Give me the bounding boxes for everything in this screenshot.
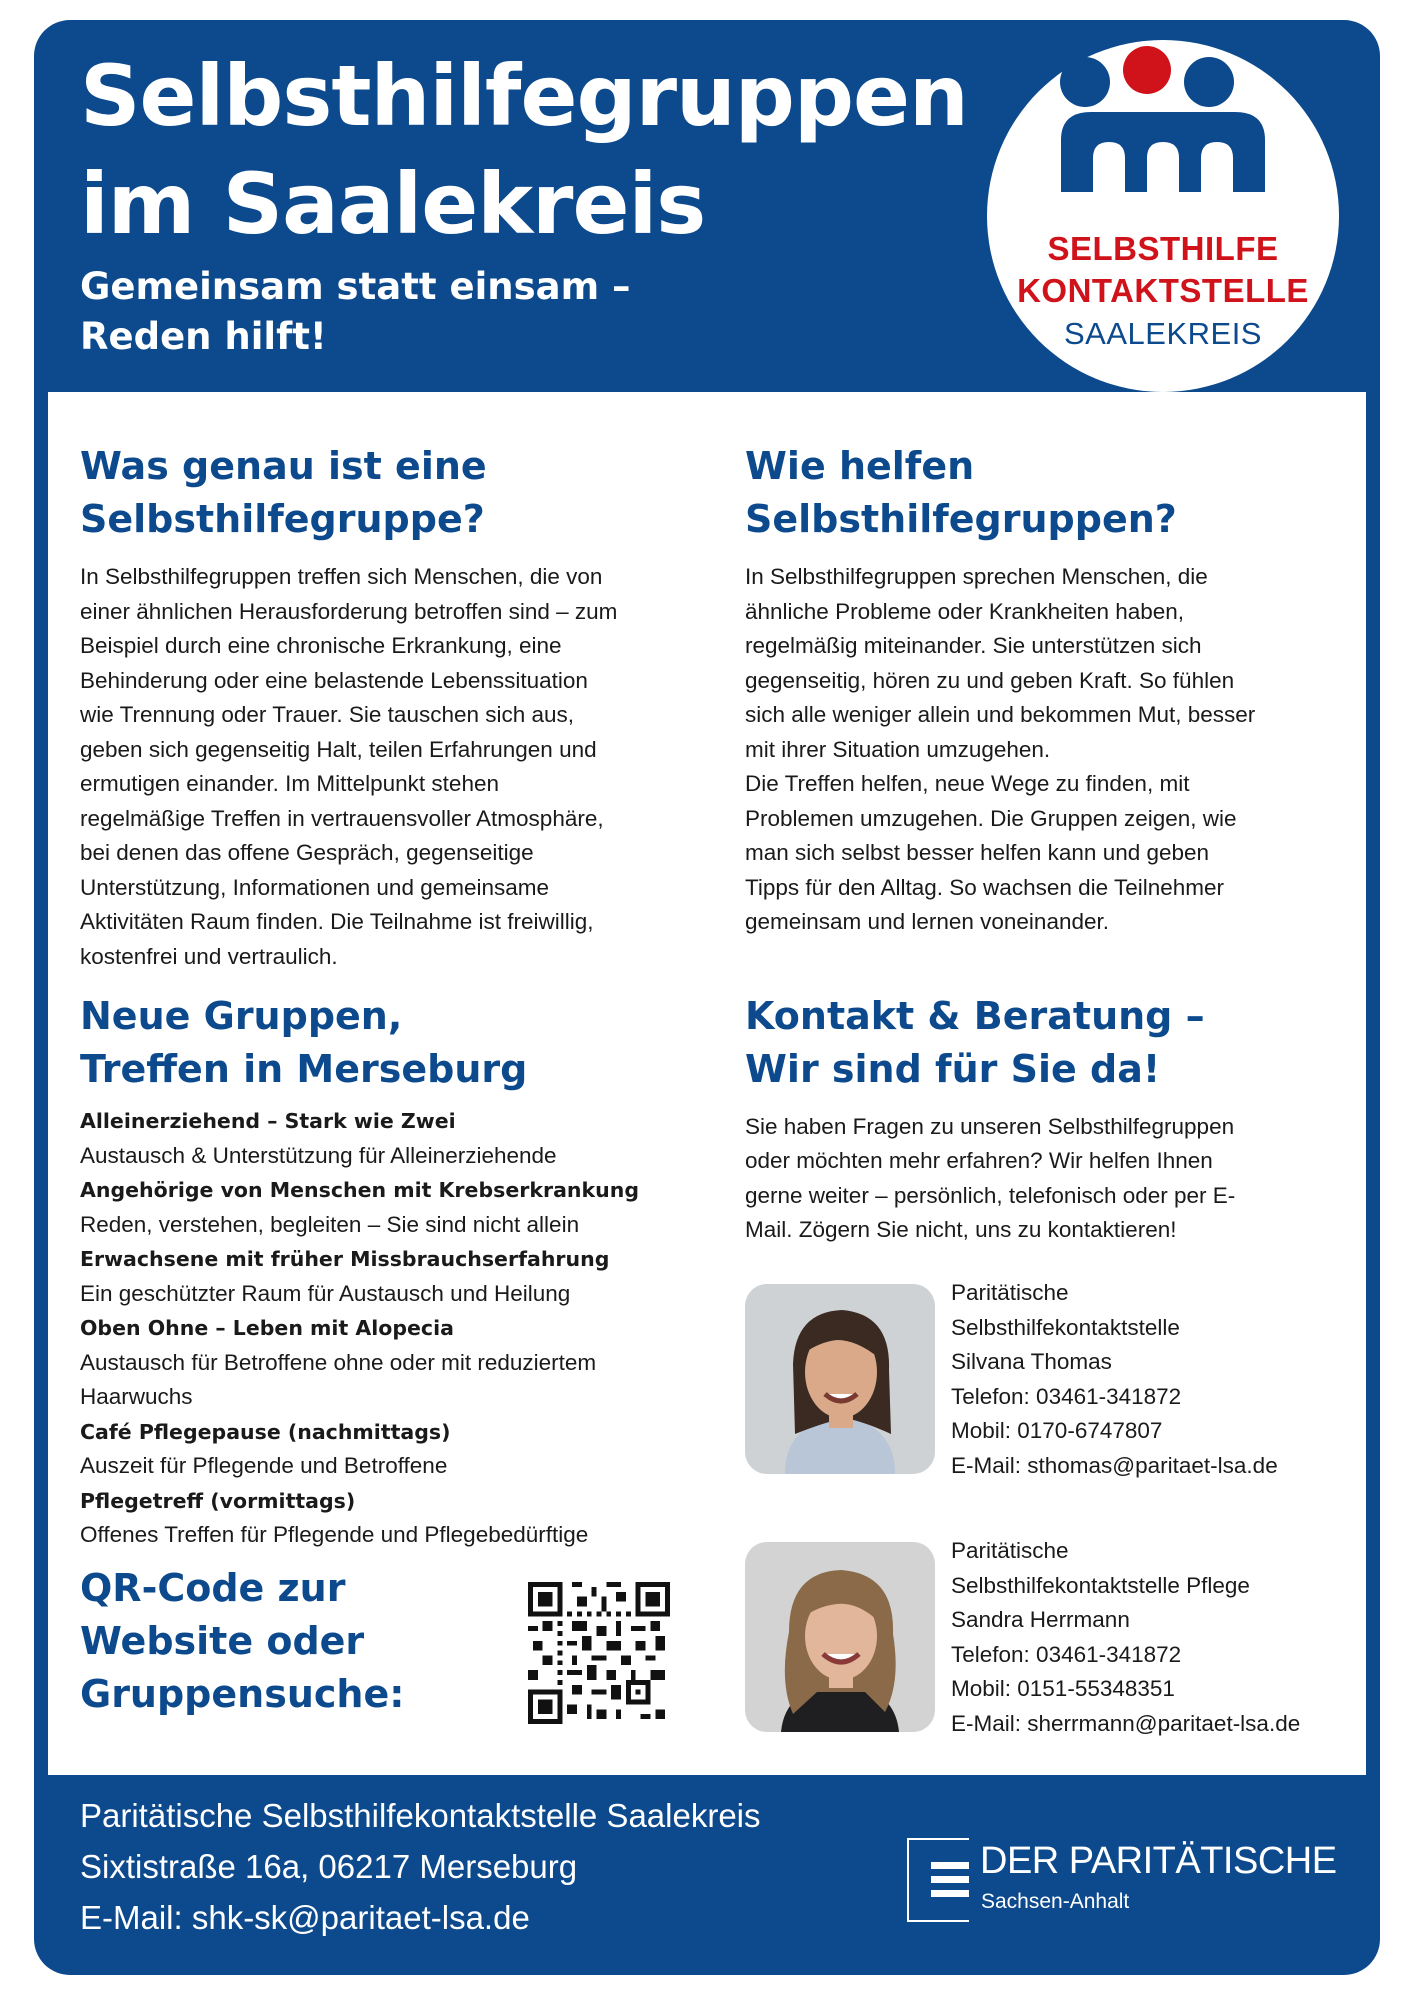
text-line: Beispiel durch eine chronische Erkrankung, eine <box>80 633 562 658</box>
heading-line: Was genau ist eine <box>80 444 487 488</box>
selbsthilfe-logo <box>987 40 1339 392</box>
list-item <box>80 1415 720 1484</box>
group-name: Café Pflegepause (nachmittags) <box>80 1419 451 1444</box>
text-line: Mail. Zögern Sie nicht, uns zu kontaktieren! <box>745 1217 1177 1242</box>
contact-org: Paritätische <box>951 1538 1069 1563</box>
group-desc: Austausch für Betroffene ohne oder mit reduziertem <box>80 1349 597 1375</box>
heading-line: QR-Code zur <box>80 1566 346 1610</box>
section-how-heading <box>745 440 1345 546</box>
list-item <box>80 1242 720 1311</box>
subtitle-line-2: Reden hilft! <box>80 315 327 358</box>
group-name: Angehörige von Menschen mit Krebserkrankung <box>80 1178 640 1202</box>
heading-line: Gruppensuche: <box>80 1672 405 1716</box>
heading-line: Wir sind für Sie da! <box>745 1046 1161 1091</box>
contact-mobile[interactable]: Mobil: 0170-6747807 <box>951 1418 1163 1443</box>
footer-email[interactable]: E-Mail: shk-sk@paritaet-lsa.de <box>80 1899 530 1936</box>
text-line: geben sich gegenseitig Halt, teilen Erfahrungen und <box>80 736 597 762</box>
text-line: sich alle weniger allein und bekommen Mut, besser <box>745 702 1256 727</box>
brand-region: Sachsen-Anhalt <box>981 1890 1130 1913</box>
heading-line: Treffen in Merseburg <box>80 1047 528 1091</box>
text-line: Unterstützung, Informationen und gemeinsame <box>80 874 550 900</box>
text-line: Problemen umzugehen. Die Gruppen zeigen, wie <box>745 805 1237 831</box>
text-line: Sie haben Fragen zu unseren Selbsthilfegruppen <box>745 1113 1235 1139</box>
group-desc: Reden, verstehen, begleiten – Sie sind nicht allein <box>80 1211 580 1237</box>
heading-line: Selbsthilfegruppe? <box>80 497 485 541</box>
heading-line: Website oder <box>80 1619 365 1663</box>
portrait-photo-icon <box>745 1542 935 1732</box>
contact-name: Sandra Herrmann <box>951 1607 1130 1632</box>
text-line: oder möchten mehr erfahren? Wir helfen Ihnen <box>745 1148 1213 1173</box>
contact-card-herrmann <box>745 1538 1365 1742</box>
footer-line: Sixtistraße 16a, 06217 Merseburg <box>80 1848 578 1885</box>
text-line: bei denen das offene Gespräch, gegenseitige <box>80 840 534 865</box>
group-desc: Haarwuchs <box>80 1384 193 1409</box>
poster-title <box>80 42 968 258</box>
section-how-text <box>745 560 1345 940</box>
group-desc: Ein geschützter Raum für Austausch und Heilung <box>80 1280 571 1306</box>
list-item <box>80 1104 720 1173</box>
section-groups-heading <box>80 990 720 1096</box>
group-name: Pflegetreff (vormittags) <box>80 1488 356 1513</box>
heading-line: Neue Gruppen, <box>80 994 403 1038</box>
contact-details <box>951 1534 1300 1741</box>
contact-details <box>951 1276 1278 1483</box>
text-line: kostenfrei und vertraulich. <box>80 943 338 969</box>
text-line: regelmäßige Treffen in vertrauensvoller Atmosphäre, <box>80 805 604 831</box>
text-line: Aktivitäten Raum finden. Die Teilnahme ist freiwillig, <box>80 909 594 934</box>
text-line: In Selbsthilfegruppen treffen sich Menschen, die von <box>80 564 603 589</box>
group-name: Alleinerziehend – Stark wie Zwei <box>80 1109 456 1133</box>
footer-line: Paritätische Selbsthilfekontaktstelle Saalekreis <box>80 1797 761 1834</box>
text-line: gegenseitig, hören zu und geben Kraft. So fühlen <box>745 667 1235 693</box>
text-line: mit ihrer Situation umzugehen. <box>745 736 1051 762</box>
text-line: Behinderung oder eine belastende Lebenssituation <box>80 667 588 693</box>
text-line: Die Treffen helfen, neue Wege zu finden, mit <box>745 771 1190 796</box>
group-list <box>80 1104 720 1553</box>
contact-email[interactable]: E-Mail: sherrmann@paritaet-lsa.de <box>951 1710 1301 1736</box>
footer-address <box>80 1790 761 1943</box>
contact-org: Paritätische <box>951 1280 1069 1305</box>
text-line: man sich selbst besser helfen kann und geben <box>745 840 1210 865</box>
title-line-1: Selbsthilfegruppen <box>80 47 968 145</box>
title-line-2: im Saalekreis <box>80 155 706 253</box>
group-name: Oben Ohne – Leben mit Alopecia <box>80 1316 454 1340</box>
logo-line-3: SAALEKREIS <box>1064 316 1262 351</box>
portrait-photo-icon <box>745 1284 935 1474</box>
text-line: Tipps für den Alltag. So wachsen die Teilnehmer <box>745 874 1225 900</box>
text-line: regelmäßig miteinander. Sie unterstützen sich <box>745 633 1202 658</box>
heading-line: Kontakt & Beratung – <box>745 993 1205 1038</box>
contact-name: Silvana Thomas <box>951 1349 1112 1374</box>
contact-mobile[interactable]: Mobil: 0151-55348351 <box>951 1676 1175 1701</box>
avatar <box>745 1284 935 1474</box>
qr-heading <box>80 1562 404 1721</box>
paritaet-mark-icon <box>905 1836 985 1926</box>
contact-card-thomas <box>745 1280 1365 1484</box>
logo-line-1: SELBSTHILFE <box>1047 230 1279 267</box>
subtitle-line-1: Gemeinsam statt einsam – <box>80 265 631 308</box>
contact-org: Selbsthilfekontaktstelle <box>951 1314 1180 1340</box>
heading-line: Wie helfen <box>745 444 975 488</box>
section-what-text <box>80 560 720 974</box>
qr-code-icon[interactable] <box>528 1582 670 1724</box>
section-what-heading <box>80 440 720 546</box>
contact-phone[interactable]: Telefon: 03461-341872 <box>951 1641 1182 1667</box>
text-line: ähnliche Probleme oder Krankheiten haben, <box>745 598 1185 624</box>
contact-phone[interactable]: Telefon: 03461-341872 <box>951 1383 1182 1409</box>
text-line: ermutigen einander. Im Mittelpunkt stehen <box>80 771 499 796</box>
group-desc: Auszeit für Pflegende und Betroffene <box>80 1453 448 1478</box>
group-desc: Austausch & Unterstützung für Alleinerziehende <box>80 1142 557 1168</box>
list-item <box>80 1173 720 1242</box>
section-contact-text <box>745 1110 1345 1248</box>
heading-line: Selbsthilfegruppen? <box>745 497 1177 541</box>
left-column <box>80 440 720 1553</box>
text-line: In Selbsthilfegruppen sprechen Menschen, die <box>745 564 1208 589</box>
brand-name: DER PARITÄTISCHE <box>980 1840 1337 1882</box>
group-name: Erwachsene mit früher Missbrauchserfahrung <box>80 1247 610 1271</box>
section-contact-heading <box>745 990 1345 1096</box>
avatar <box>745 1542 935 1732</box>
list-item <box>80 1484 720 1553</box>
content-panel <box>48 392 1366 1775</box>
text-line: wie Trennung oder Trauer. Sie tauschen sich aus, <box>80 702 575 727</box>
contact-org: Selbsthilfekontaktstelle Pflege <box>951 1572 1250 1598</box>
text-line: gemeinsam und lernen voneinander. <box>745 909 1109 934</box>
text-line: gerne weiter – persönlich, telefonisch oder per E- <box>745 1182 1236 1208</box>
contact-email[interactable]: E-Mail: sthomas@paritaet-lsa.de <box>951 1452 1278 1478</box>
group-desc: Offenes Treffen für Pflegende und Pflegebedürftige <box>80 1522 589 1547</box>
paritaetische-logo <box>905 1836 1337 1936</box>
right-column <box>745 440 1345 1248</box>
poster-subtitle <box>80 262 631 362</box>
list-item <box>80 1311 720 1415</box>
logo-line-2: KONTAKTSTELLE <box>1017 272 1309 309</box>
text-line: einer ähnlichen Herausforderung betroffen sind – zum <box>80 598 618 624</box>
